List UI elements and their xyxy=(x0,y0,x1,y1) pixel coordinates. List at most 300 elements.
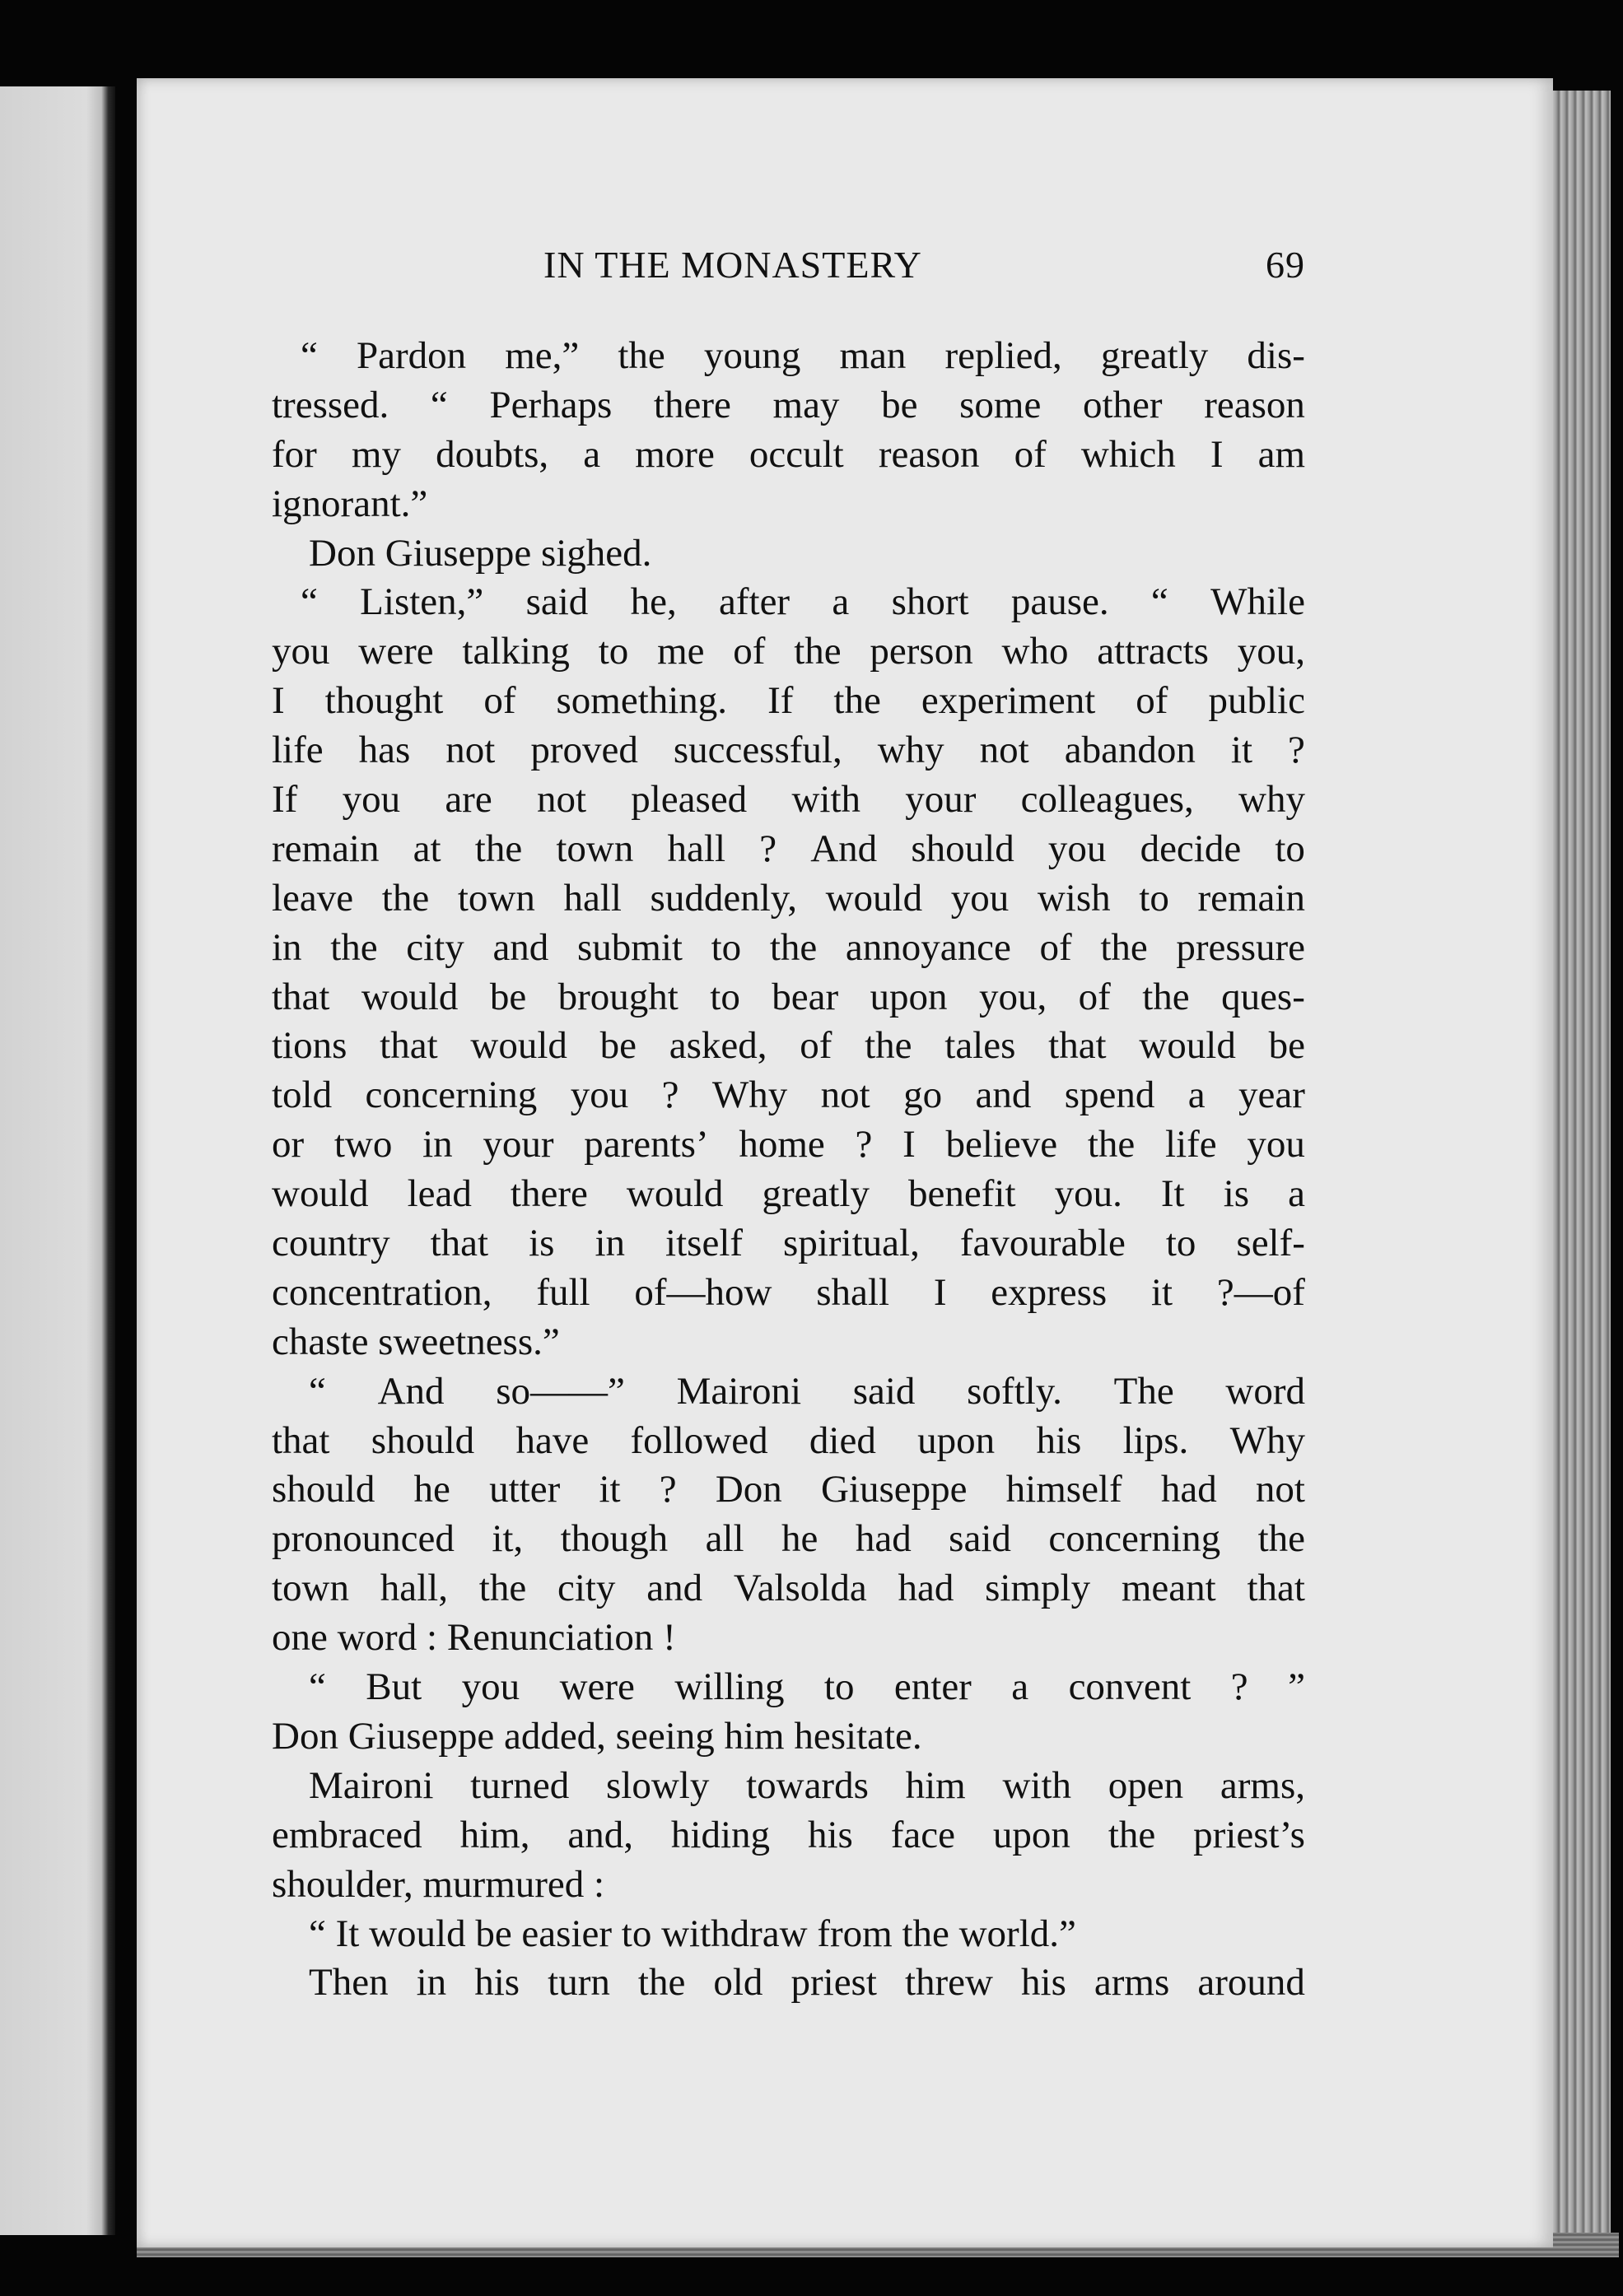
word: concerning xyxy=(1048,1517,1221,1561)
word: softly. xyxy=(967,1369,1062,1413)
word: turn xyxy=(548,1961,610,2005)
word: I xyxy=(902,1123,916,1167)
word: all xyxy=(705,1517,744,1561)
word: a xyxy=(1288,1172,1305,1216)
word: Giuseppe xyxy=(820,1468,968,1511)
word: me,” xyxy=(505,334,580,377)
word: be xyxy=(489,975,527,1018)
word: that xyxy=(1048,1024,1107,1068)
word: you xyxy=(342,778,401,822)
word: pressure xyxy=(1176,925,1305,969)
word: ques- xyxy=(1221,975,1305,1018)
word: ? xyxy=(661,1073,679,1117)
word: though xyxy=(560,1517,669,1561)
word: the xyxy=(381,876,430,920)
word: If xyxy=(767,679,794,723)
text-line: shoulder, murmured : xyxy=(272,1862,605,1906)
word: in xyxy=(422,1123,453,1167)
word: talking xyxy=(462,630,570,673)
word: town xyxy=(556,827,634,870)
text-line xyxy=(272,1811,1305,1861)
word: him xyxy=(905,1763,966,1807)
text-line xyxy=(272,332,1305,381)
word: favourable xyxy=(959,1222,1126,1265)
word: with xyxy=(1002,1763,1072,1807)
word: proved xyxy=(530,729,638,772)
word: to xyxy=(823,1665,855,1709)
word: home xyxy=(739,1123,825,1167)
word: the xyxy=(637,1961,686,2005)
word: the xyxy=(833,679,881,723)
word: in xyxy=(272,925,302,969)
word: ?—of xyxy=(1216,1270,1305,1314)
word: While xyxy=(1210,580,1305,624)
word: Valsolda xyxy=(733,1567,867,1610)
text-line xyxy=(272,1958,1305,2008)
word: not xyxy=(536,778,586,822)
text-line xyxy=(272,381,1305,431)
word: had xyxy=(898,1567,954,1610)
word: remain xyxy=(1197,876,1305,920)
word: ” xyxy=(1288,1665,1305,1709)
text-line: Don Giuseppe added, seeing him hesitate. xyxy=(272,1714,922,1758)
text-line xyxy=(272,677,1305,726)
word: arms, xyxy=(1220,1763,1305,1807)
word: should xyxy=(371,1418,475,1462)
word: old xyxy=(713,1961,763,2005)
word: year xyxy=(1238,1073,1305,1117)
word: that xyxy=(272,1418,330,1462)
word: hall, xyxy=(380,1567,448,1610)
word: Maironi xyxy=(309,1763,434,1807)
word: pause. xyxy=(1010,580,1109,624)
text-line xyxy=(272,775,1305,825)
word: word xyxy=(1225,1369,1305,1413)
word: would xyxy=(626,1172,724,1216)
word: remain xyxy=(272,827,380,870)
word: he xyxy=(781,1517,818,1561)
word: died xyxy=(809,1418,876,1462)
word: in xyxy=(595,1222,626,1265)
word: submit xyxy=(576,925,683,969)
word: are xyxy=(445,778,492,822)
word: itself xyxy=(665,1222,744,1265)
word: of xyxy=(1136,679,1168,723)
word: lead xyxy=(407,1172,472,1216)
word: experiment xyxy=(921,679,1096,723)
text-line: Don Giuseppe sighed. xyxy=(309,531,652,575)
word: you, xyxy=(978,975,1047,1018)
word: told xyxy=(272,1073,333,1117)
text-line xyxy=(272,1465,1305,1515)
word: ? xyxy=(855,1123,873,1167)
word: something. xyxy=(556,679,728,723)
word: so——” xyxy=(496,1369,625,1413)
word: young xyxy=(703,334,801,377)
text-line xyxy=(272,627,1305,677)
word: leave xyxy=(272,876,354,920)
word: abandon xyxy=(1064,729,1196,772)
word: city xyxy=(406,925,464,969)
word: upon xyxy=(992,1813,1070,1856)
facing-page-edge xyxy=(0,86,115,2235)
word: tions xyxy=(272,1024,347,1068)
word: some xyxy=(959,383,1042,426)
text-line xyxy=(272,1663,1305,1712)
word: or xyxy=(272,1123,305,1167)
word: him, xyxy=(459,1813,530,1856)
word: it, xyxy=(492,1517,524,1561)
word: short xyxy=(891,580,969,624)
word: would xyxy=(1139,1024,1236,1068)
word: me xyxy=(657,630,705,673)
word: to xyxy=(710,975,740,1018)
word: Don xyxy=(715,1468,782,1511)
word: concentration, xyxy=(272,1270,492,1314)
text-line xyxy=(272,1120,1305,1170)
word: “ xyxy=(301,334,318,377)
word: the xyxy=(769,925,818,969)
text-line xyxy=(272,578,1305,627)
word: open xyxy=(1108,1763,1184,1807)
page-content xyxy=(272,243,1305,2008)
word: had xyxy=(1160,1468,1217,1511)
word: that xyxy=(1247,1567,1305,1610)
word: would xyxy=(361,975,459,1018)
word: go xyxy=(903,1073,943,1117)
word: a xyxy=(832,580,850,624)
word: a xyxy=(1011,1665,1029,1709)
word: convent xyxy=(1068,1665,1192,1709)
word: ? xyxy=(1288,729,1305,772)
word: decide xyxy=(1140,827,1242,870)
word: were xyxy=(559,1665,635,1709)
word: after xyxy=(719,580,791,624)
word: should xyxy=(911,827,1014,870)
word: colleagues, xyxy=(1020,778,1194,822)
word: town xyxy=(272,1567,349,1610)
word: “ xyxy=(309,1665,326,1709)
word: greatly xyxy=(1100,334,1209,377)
word: he, xyxy=(630,580,677,624)
word: who xyxy=(1001,630,1069,673)
word: had xyxy=(855,1517,912,1561)
word: spend xyxy=(1064,1073,1155,1117)
word: not xyxy=(445,729,496,772)
word: that xyxy=(272,975,330,1018)
word: my xyxy=(351,432,401,476)
word: It xyxy=(1160,1172,1185,1216)
word: I xyxy=(272,679,285,723)
word: meant xyxy=(1121,1567,1216,1610)
word: full xyxy=(536,1270,590,1314)
word: the xyxy=(865,1024,912,1068)
text-line xyxy=(272,1515,1305,1564)
word: willing xyxy=(674,1665,785,1709)
word: arms xyxy=(1094,1961,1170,2005)
text-line xyxy=(272,726,1305,775)
word: occult xyxy=(749,432,844,476)
word: your xyxy=(905,778,977,822)
word: to xyxy=(711,925,742,969)
word: a xyxy=(583,432,601,476)
word: he xyxy=(413,1468,450,1511)
word: you xyxy=(950,876,1010,920)
word: would xyxy=(825,876,923,920)
word: dis- xyxy=(1247,334,1305,377)
word: If xyxy=(272,778,298,822)
word: pronounced xyxy=(272,1517,455,1561)
word: man xyxy=(839,334,907,377)
word: of xyxy=(800,1024,832,1068)
word: have xyxy=(515,1418,590,1462)
word: successful, xyxy=(673,729,842,772)
word: a xyxy=(1187,1073,1206,1117)
word: and xyxy=(975,1073,1032,1117)
word: I xyxy=(933,1270,947,1314)
word: the xyxy=(1087,1123,1136,1167)
word: it xyxy=(599,1468,621,1511)
text-line: ignorant.” xyxy=(272,482,428,525)
word: it xyxy=(1151,1270,1173,1314)
text-line xyxy=(272,924,1305,973)
word: is xyxy=(529,1222,555,1265)
text-line xyxy=(272,973,1305,1022)
word: greatly xyxy=(762,1172,870,1216)
word: “ xyxy=(301,580,318,624)
word: that xyxy=(380,1024,438,1068)
chapter-title: IN THE MONASTERY xyxy=(543,244,922,286)
word: concerning xyxy=(365,1073,538,1117)
word: reason xyxy=(1204,383,1305,426)
word: doubts, xyxy=(436,432,549,476)
word: pleased xyxy=(631,778,748,822)
word: his xyxy=(1036,1418,1082,1462)
word: express xyxy=(991,1270,1108,1314)
word: with xyxy=(791,778,860,822)
word: you, xyxy=(1237,630,1305,673)
word: you xyxy=(1247,1123,1305,1167)
word: of xyxy=(733,630,766,673)
word: that xyxy=(430,1222,489,1265)
text-line: “ It would be easier to withdraw from the world.” xyxy=(309,1912,1076,1955)
word: it xyxy=(1230,729,1253,772)
word: public xyxy=(1208,679,1305,723)
word: himself xyxy=(1005,1468,1122,1511)
word: upon xyxy=(917,1418,996,1462)
word: But xyxy=(366,1665,422,1709)
word: to xyxy=(1275,827,1305,870)
word: Why xyxy=(711,1073,788,1117)
word: the xyxy=(330,925,378,969)
word: city xyxy=(557,1567,616,1610)
word: why xyxy=(1238,778,1305,822)
word: be xyxy=(881,383,918,426)
word: am xyxy=(1257,432,1305,476)
word: The xyxy=(1113,1369,1174,1413)
text-line xyxy=(272,825,1305,874)
word: and xyxy=(646,1567,703,1610)
word: utter xyxy=(489,1468,561,1511)
word: the xyxy=(478,1567,527,1610)
word: believe xyxy=(945,1123,1058,1167)
word: self- xyxy=(1236,1222,1305,1265)
text-line xyxy=(272,431,1305,480)
word: the xyxy=(474,827,523,870)
word: Then xyxy=(309,1961,389,2005)
word: said xyxy=(525,580,589,624)
word: attracts xyxy=(1097,630,1209,673)
word: embraced xyxy=(272,1813,422,1856)
word: you xyxy=(272,630,330,673)
word: face xyxy=(890,1813,955,1856)
word: you xyxy=(1047,827,1107,870)
word: thought xyxy=(324,679,444,723)
word: the xyxy=(618,334,665,377)
word: spiritual, xyxy=(783,1222,920,1265)
word: not xyxy=(820,1073,870,1117)
word: is xyxy=(1223,1172,1250,1216)
word: of xyxy=(1014,432,1047,476)
word: not xyxy=(1255,1468,1305,1511)
text-line xyxy=(272,1219,1305,1269)
word: enter xyxy=(893,1665,972,1709)
word: shall xyxy=(816,1270,890,1314)
word: brought xyxy=(557,975,679,1018)
word: his xyxy=(1021,1961,1066,2005)
word: life xyxy=(1165,1123,1217,1167)
word: were xyxy=(358,630,434,673)
text-line xyxy=(272,1071,1305,1120)
word: turned xyxy=(470,1763,570,1807)
page-stack-edge xyxy=(1553,91,1611,2247)
word: would xyxy=(272,1172,369,1216)
word: be xyxy=(1268,1024,1305,1068)
word: reason xyxy=(878,432,980,476)
word: Listen,” xyxy=(360,580,484,624)
word: And xyxy=(377,1369,445,1413)
word: you xyxy=(570,1073,629,1117)
word: his xyxy=(807,1813,853,1856)
text-line: chaste sweetness.” xyxy=(272,1320,560,1363)
word: the xyxy=(794,630,842,673)
word: to xyxy=(598,630,629,673)
word: ? xyxy=(1230,1665,1248,1709)
text-line xyxy=(272,1022,1305,1071)
word: “ xyxy=(309,1369,326,1413)
word: person xyxy=(870,630,973,673)
word: Perhaps xyxy=(489,383,613,426)
word: be xyxy=(599,1024,637,1068)
word: there xyxy=(653,383,731,426)
word: why xyxy=(877,729,944,772)
word: life xyxy=(272,729,324,772)
word: in xyxy=(416,1961,447,2005)
word: your xyxy=(483,1123,554,1167)
word: suddenly, xyxy=(650,876,797,920)
word: his xyxy=(474,1961,520,2005)
word: bear xyxy=(772,975,839,1018)
word: simply xyxy=(985,1567,1091,1610)
word: of—how xyxy=(634,1270,772,1314)
word: “ xyxy=(1150,580,1168,624)
word: country xyxy=(272,1222,390,1265)
word: towards xyxy=(746,1763,869,1807)
word: tales xyxy=(944,1024,1016,1068)
word: hiding xyxy=(670,1813,771,1856)
word: “ xyxy=(430,383,448,426)
word: the xyxy=(1100,925,1148,969)
word: ? xyxy=(759,827,777,870)
word: replied, xyxy=(944,334,1062,377)
word: parents’ xyxy=(584,1123,709,1167)
word: Pardon xyxy=(356,334,467,377)
word: lips. xyxy=(1122,1418,1189,1462)
word: around xyxy=(1197,1961,1305,2005)
word: asked, xyxy=(669,1024,767,1068)
word: which xyxy=(1080,432,1176,476)
word: should xyxy=(272,1468,375,1511)
word: has xyxy=(358,729,411,772)
word: priest xyxy=(791,1961,877,2005)
word: hall xyxy=(667,827,726,870)
text-line xyxy=(272,1367,1305,1417)
word: of xyxy=(1078,975,1111,1018)
word: would xyxy=(470,1024,567,1068)
text-line xyxy=(272,1762,1305,1811)
word: And xyxy=(810,827,878,870)
word: not xyxy=(979,729,1029,772)
word: Maironi xyxy=(676,1369,802,1413)
word: ? xyxy=(659,1468,677,1511)
text-line xyxy=(272,1564,1305,1614)
word: the xyxy=(1257,1517,1305,1561)
word: said xyxy=(852,1369,916,1413)
word: said xyxy=(949,1517,1011,1561)
word: I xyxy=(1210,432,1224,476)
text-line xyxy=(272,1269,1305,1318)
word: upon xyxy=(870,975,948,1018)
text-line: one word : Renunciation ! xyxy=(272,1616,676,1660)
word: of xyxy=(1039,925,1072,969)
word: for xyxy=(272,432,317,476)
word: annoyance xyxy=(845,925,1011,969)
word: and xyxy=(492,925,549,969)
text-line xyxy=(272,874,1305,924)
word: followed xyxy=(630,1418,768,1462)
word: threw xyxy=(904,1961,993,2005)
word: hall xyxy=(563,876,622,920)
word: tressed. xyxy=(272,383,389,426)
word: priest’s xyxy=(1193,1813,1305,1856)
word: to xyxy=(1139,876,1169,920)
word: benefit xyxy=(908,1172,1016,1216)
text-line xyxy=(272,1417,1305,1466)
word: may xyxy=(772,383,840,426)
running-header xyxy=(272,243,1305,300)
word: slowly xyxy=(605,1763,710,1807)
word: Why xyxy=(1229,1418,1305,1462)
word: of xyxy=(483,679,516,723)
word: and, xyxy=(567,1813,633,1856)
word: the xyxy=(1108,1813,1156,1856)
page-number: 69 xyxy=(1266,244,1305,286)
word: there xyxy=(510,1172,588,1216)
word: you. xyxy=(1054,1172,1122,1216)
text-line xyxy=(272,1170,1305,1219)
word: the xyxy=(1142,975,1190,1018)
word: to xyxy=(1165,1222,1196,1265)
